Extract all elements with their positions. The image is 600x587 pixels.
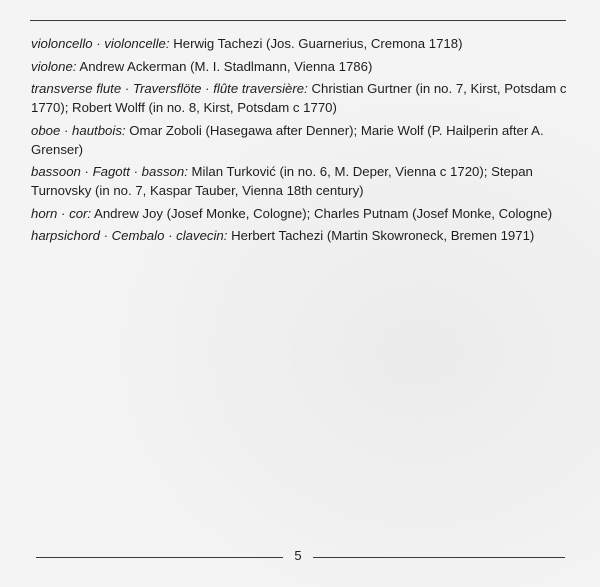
footer-rule-left: [36, 557, 283, 558]
credit-entry: [31, 57, 571, 76]
instrument-name: violoncello · violoncelle:: [31, 36, 170, 51]
credit-entry: [31, 121, 571, 159]
performer-credits: [31, 34, 571, 249]
credit-entry: [31, 34, 571, 53]
top-rule: [30, 20, 566, 21]
performer-details: Christian Gurtner (in no. 7, Kirst, Potsdam c 1770); Robert Wolff (in no. 8, Kirst, Potsdam c 1770): [31, 81, 567, 115]
instrument-name: harpsichord · Cembalo · clavecin:: [31, 228, 228, 243]
instrument-name: transverse flute · Traversflöte · flûte traversière:: [31, 81, 308, 96]
instrument-name: bassoon · Fagott · basson:: [31, 164, 188, 179]
performer-details: Milan Turković (in no. 6, M. Deper, Vienna c 1720); Stepan Turnovsky (in no. 7, Kaspar Tauber, Vienna 18th century): [31, 164, 533, 198]
performer-details: Omar Zoboli (Hasegawa after Denner); Marie Wolf (P. Hailperin after A. Grenser): [31, 122, 544, 157]
credit-entry: [31, 204, 571, 223]
page-number: 5: [294, 548, 302, 563]
credit-entry: [31, 79, 571, 117]
instrument-name: horn · cor:: [31, 205, 92, 221]
instrument-name: violone:: [31, 58, 77, 74]
credit-entry: [31, 226, 571, 245]
performer-details: Herwig Tachezi (Jos. Guarnerius, Cremona 1718): [169, 36, 463, 51]
instrument-name: oboe · hautbois:: [31, 122, 126, 138]
credit-entry: [31, 162, 571, 200]
performer-details: Herbert Tachezi (Martin Skowroneck, Bremen 1971): [227, 228, 535, 243]
performer-details: Andrew Ackerman (M. I. Stadlmann, Vienna 1786): [76, 58, 373, 74]
footer-rule-right: [313, 557, 565, 558]
performer-details: Andrew Joy (Josef Monke, Cologne); Charles Putnam (Josef Monke, Cologne): [91, 205, 553, 221]
